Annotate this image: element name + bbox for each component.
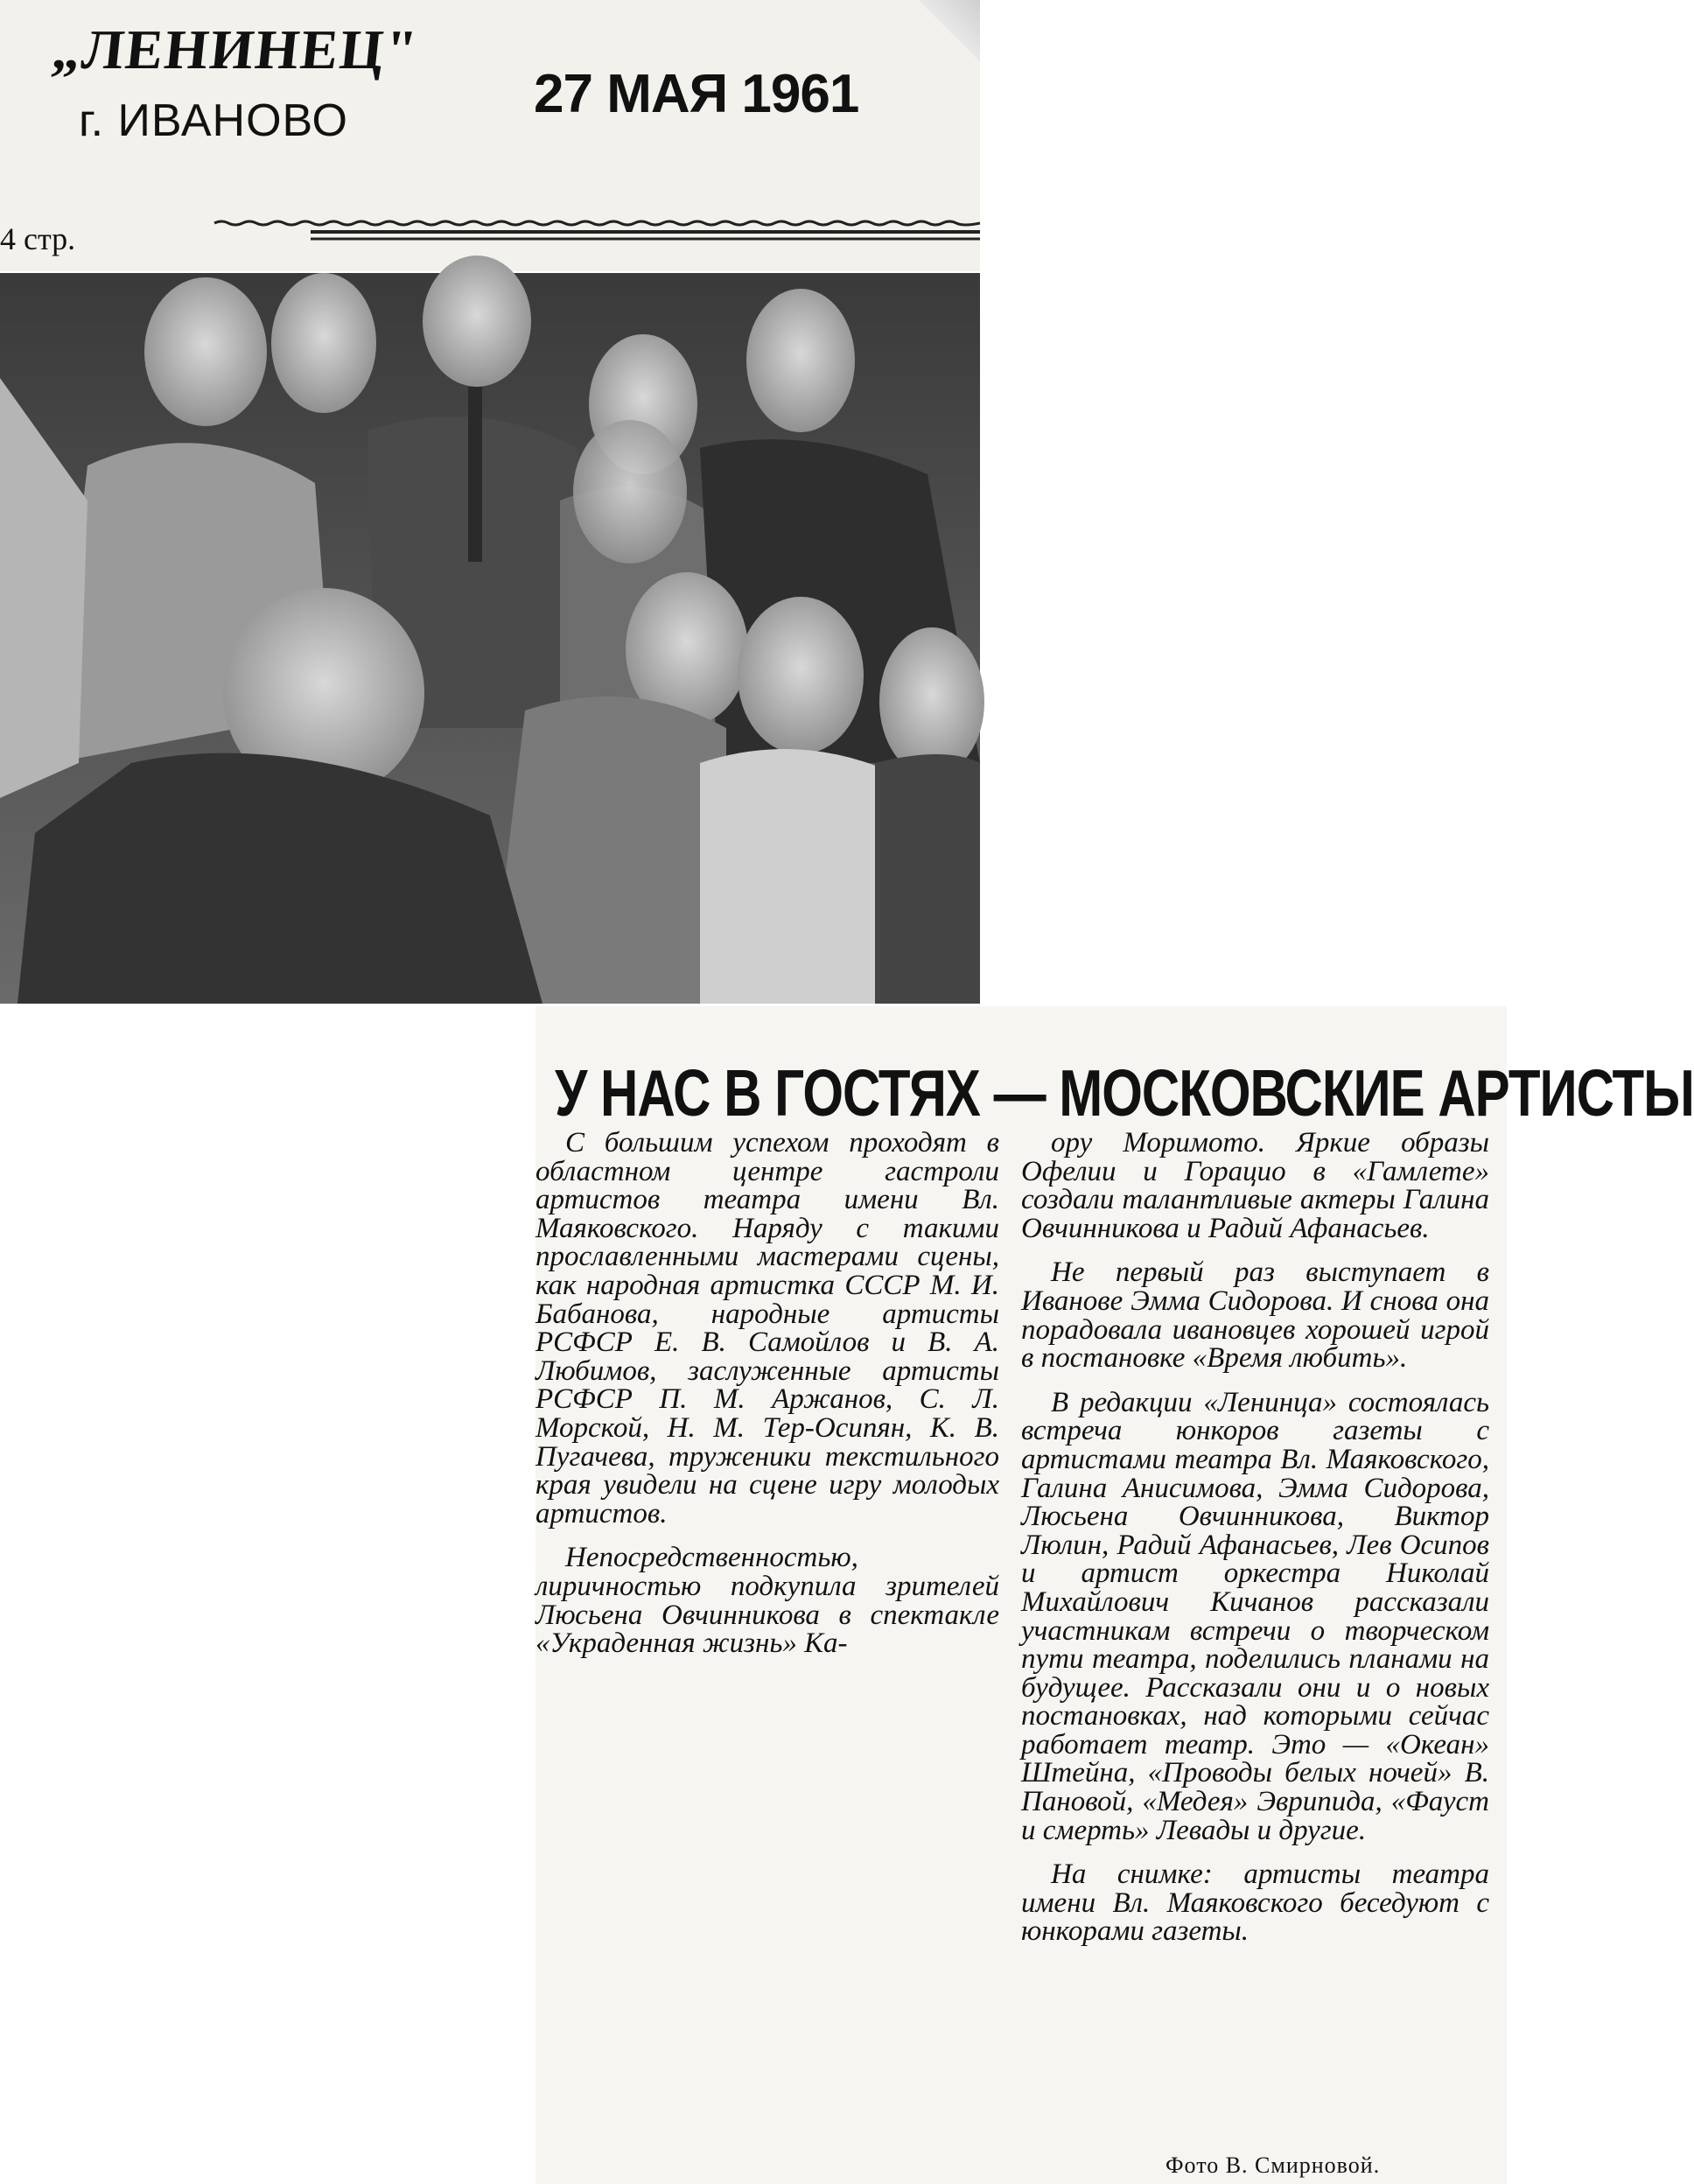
article (536, 1006, 1694, 2184)
article-paragraph: Не первый раз выступает в Иванове Эмма Сидорова. И снова она порадовала ивановцев хорошей игрой в постановке «Время любить». (1021, 1256, 1489, 1375)
folded-corner (919, 0, 980, 61)
article-paragraph: ору Моримото. Яркие образы Офелии и Горацио в «Гамлете» создали талантливые актеры Галина Овчинникова и Радий Афанасьев. (1021, 1127, 1489, 1244)
article-paragraph: Непосредственностью, лиричностью подкупила зрителей Люсьена Овчинникова в спектакле «Украденная жизнь» Ка- (536, 1542, 999, 1660)
group-photo (0, 273, 980, 1004)
article-headline: У НАС В ГОСТЯХ — МОСКОВСКИЕ АРТИСТЫ (555, 1056, 1694, 1130)
page-number-label: 4 стр. (0, 221, 76, 256)
article-column-left (536, 1129, 999, 1658)
decorative-rule (214, 214, 980, 249)
article-column-right (1021, 1129, 1489, 1946)
stamp-date: 27 МАЯ 1961 (534, 64, 859, 124)
stamp-newspaper-name: „ЛЕНИНЕЦ" (49, 18, 422, 80)
photo-caption: На снимке: артисты театра имени Вл. Маяковского беседуют с юнкорами газеты. (1021, 1858, 1489, 1948)
archive-stamp-area (0, 0, 980, 271)
article-paragraph: В редакции «Ленинца» состоялась встреча юнкоров газеты с артистами театра Вл. Маяковского, Галина Анисимова, Эмма Сидорова, Люсьена Овчинникова, Виктор Люлин, Радий Афанасьев, Лев Осипов и артист оркестра Николай Михайлович Кичанов рассказали участникам встречи о творческом пути театра, поделились планами на будущее. Рассказали они и о новых постановках, над которыми сейчас работает театр. Это — «Океан» Штейна, «Проводы белых ночей» В. Пановой, «Медея» Эврипида, «Фауст и смерть» Левады и другие. (1021, 1386, 1489, 1846)
article-paragraph: С большим успехом проходят в областном центре гастроли артистов театра имени Вл. Маяковского. Наряду с такими прославленными мастерами сцены, как народная артистка СССР М. И. Бабанова, народные артисты РСФСР Е. В. Самойлов и В. А. Любимов, заслуженные артисты РСФСР П. М. Аржанов, С. Л. Морской, Н. М. Тер-Осипян, К. В. Пугачева, труженики текстильного края увидели на сцене игру молодых артистов. (536, 1127, 999, 1530)
photo-credit: Фото В. Смирновой. (1166, 2152, 1381, 2178)
stamp-city: г. ИВАНОВО (79, 95, 348, 146)
photo-illustration (0, 273, 980, 1004)
